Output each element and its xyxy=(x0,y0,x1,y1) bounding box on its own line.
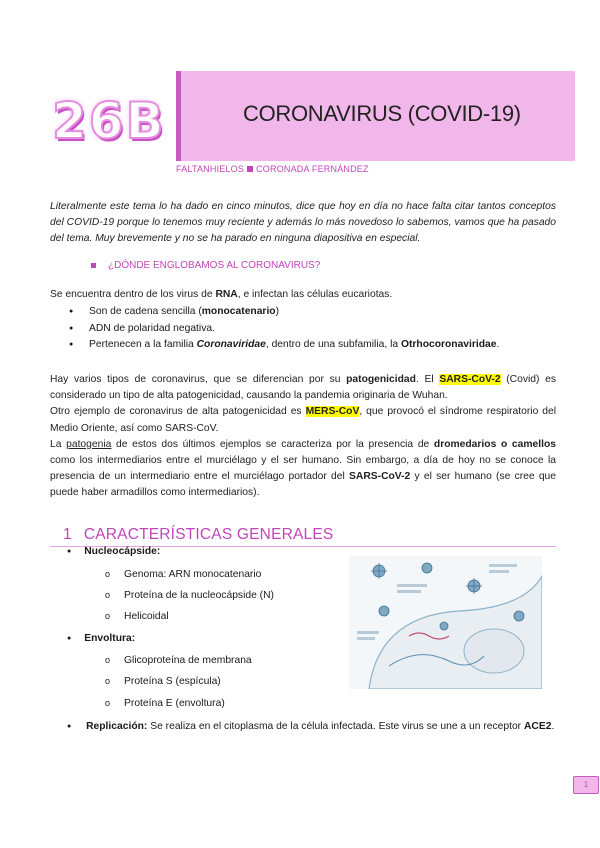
list-item: ● Son de cadena sencilla (monocatenario) xyxy=(67,304,567,321)
sublist-item: o Glicoproteína de membrana xyxy=(105,655,252,666)
author-1: FALTANHIELOS xyxy=(176,164,245,174)
virus-replication-diagram xyxy=(349,556,542,689)
list-item-replicacion: ● Replicación: Se realiza en el citoplasma de la célula infectada. Este virus se une a un receptor ACE2. xyxy=(67,719,581,736)
virus-features-list xyxy=(67,304,567,354)
bullet-square-icon xyxy=(91,263,96,268)
sublist-item: o Genoma: ARN monocatenario xyxy=(105,569,261,580)
page-number: 1 xyxy=(573,776,599,794)
list-item: ● Pertenecen a la familia Coronaviridae, dentro de una subfamilia, la Otrhocoronaviridae. xyxy=(67,337,567,354)
separator-square-icon xyxy=(247,166,253,172)
section-title: CARACTERÍSTICAS GENERALES xyxy=(83,526,334,543)
highlight-mers-cov: MERS-CoV xyxy=(305,406,360,418)
list-item-envoltura: ● Envoltura: xyxy=(67,633,135,644)
page-title: CORONAVIRUS (COVID-19) xyxy=(243,101,521,126)
paragraph-rna xyxy=(50,287,392,303)
sublist-item: o Proteína S (espícula) xyxy=(105,676,221,687)
subsection-heading-text: ¿DÓNDE ENGLOBAMOS AL CORONAVIRUS? xyxy=(108,260,321,271)
text-run-bold: RNA xyxy=(215,289,238,300)
text-run: , e infectan las células eucariotas. xyxy=(237,289,393,300)
text-run: Se encuentra dentro de los virus de xyxy=(50,289,216,300)
section-heading xyxy=(63,526,333,544)
list-item-nucleocapside: ● Nucleocápside: xyxy=(67,546,160,557)
intro-paragraph: Literalmente este tema lo ha dado en cinco minutos, dice que hoy en día no hace falta citar tantos conceptos del COVID-19 porque lo tenemos muy reciente y además lo más novedoso lo sabemos, vamos que ha pasado del tema. Muy brevemente y no se ha parado en ninguna diapositiva en especial. xyxy=(50,201,556,245)
list-item: ● ADN de polaridad negativa. xyxy=(67,321,567,338)
sublist-item: o Helicoidal xyxy=(105,611,169,622)
sublist-item: o Proteína de la nucleocápside (N) xyxy=(105,590,274,601)
section-number: 1 xyxy=(63,526,72,543)
topic-number: 26B xyxy=(52,92,166,150)
author-2: CORONADA FERNÁNDEZ xyxy=(256,164,369,174)
authors-line xyxy=(176,164,369,174)
subsection-heading xyxy=(91,260,320,271)
sublist-item: o Proteína E (envoltura) xyxy=(105,698,225,709)
pathogenicity-paragraph: Hay varios tipos de coronavirus, que se diferencian por su patogenicidad. El SARS-CoV-2 (Covid) es considerado un tipo de alta patogenicidad, causando la pandemia originaria de Wuhan. Otro ejemplo de coronavirus de alta patogenicidad es MERS-CoV, que provocó el síndrome respiratorio del Medio Oriente, así como SARS-CoV. La patogenia de estos dos últimos ejemplos se caracteriza por la presencia de dromedarios o camellos como los intermediarios entre el murciélago y el ser humano. Sin embargo, a día de hoy no se conoce la presencia de un intermediario entre el murciélago portador del SARS-CoV-2 y el ser humano (se cree que puede haber armadillos como intermediarios). xyxy=(50,374,557,499)
highlight-sars-cov-2: SARS-CoV-2 xyxy=(439,374,501,385)
